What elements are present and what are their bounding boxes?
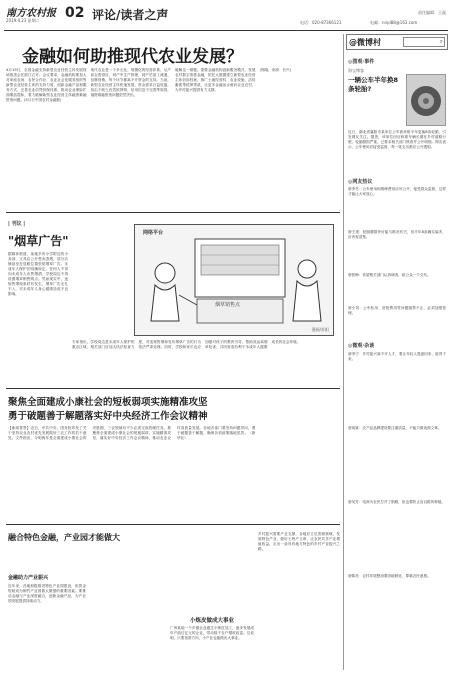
search-icon[interactable]: ⌕ — [439, 38, 443, 45]
second-headline-2: 勇于破题善于解题落实好中央经济工作会议精神 — [8, 411, 208, 422]
section-title: 评论/读者之声 — [92, 8, 169, 22]
masthead-rule — [4, 30, 448, 31]
cartoon-title: "烟草广告" — [8, 234, 69, 248]
editor-info: 责任编辑：王磊 — [418, 10, 446, 15]
cartoon-right-text: 专家指出，学校周边是未成年人保护的重点区域，相关部门应加大执法检查力度，对违规售烟和发布烟草广告的行为依法严肃处理。同时，学校和家长也应加强对孩子的教育引导，帮助其远离烟草危害，共同营造有利于未成年人健康成长的社会环境。 — [72, 340, 301, 349]
contact-phone: 电话：020-87366121 — [300, 20, 342, 25]
bottom-left-body-2 — [90, 546, 166, 668]
bottom-left-subtitle: 金融助力产业振兴 — [8, 575, 49, 581]
sidebar-comment-1: @李冬：公车使用和维修费用应该公开，接受群众监督，这样才能让大家放心。 — [348, 187, 446, 196]
bottom-right-body: 乡村振兴需要产业支撑，各地应立足资源禀赋，发展特色产业，做好土特产文章，让农民共享产业增值收益，走出一条具有地方特色的乡村产业振兴之路。 — [258, 532, 340, 551]
cartoon-kicker: | 刊议 | — [8, 221, 26, 227]
main-article-body — [6, 68, 340, 208]
main-article-rule — [6, 212, 340, 213]
sidebar-topic-label: ◎图观·事件 — [348, 59, 375, 65]
sidebar-divider — [343, 34, 344, 670]
sidebar-hot-2: @周斌：农产品品牌建设要注重质量，不能只做表面文章。 — [348, 426, 442, 430]
sidebar-hot-4: @陈亮：农村环境整治要因地制宜，尊重农民意愿。 — [348, 574, 431, 578]
cartoon-caption: 烟草销售点 — [215, 302, 241, 308]
cartoon-signature: 漫画/苏阳 — [311, 327, 329, 332]
sidebar-comment-4: @小刘：公车私用、虚报费用等问题屡禁不止，必须加强管理。 — [348, 306, 446, 315]
main-byline: (郭晓，来源：长兴) — [259, 68, 292, 72]
sidebar-search-box[interactable] — [403, 37, 445, 47]
cartoon-left-text: 据媒体报道，某地多所小学附近的小卖部、文具店公开售卖香烟，部分店铺甚至在显眼位置张贴烟草广告。未成年人保护法明确规定，任何人不得向未成年人出售烟酒，学校周边不得设置烟草销售网点。然而现实中，违规售烟现象时有发生，烟草广告无孔不入，对未成年人身心健康造成不良影响。 — [8, 252, 68, 296]
second-headline-1: 聚焦全面建成小康社会的短板弱项实施精准攻坚 — [8, 397, 208, 408]
second-article-body: 【新闻背景】近日，中共中央、国务院印发了关于坚持农业农村优先发展做好三农工作的若干意见。文件指出，今明两年是全面建成小康社会的决胜期，三农领域有不少必须完成的硬任务。要聚焦全面建成小康社会的短板弱项，实施精准攻坚，落实好中央经济工作会议精神，推动农业农村高质量发展。各地各部门要坚持问题导向，勇于破题善于解题，确保各项政策落地见效。（新华社） — [8, 426, 256, 440]
issue-date: 2019.4.23 星期二 — [6, 18, 40, 23]
sidebar-comment-label: ◎网友热议 — [348, 179, 373, 185]
sidebar-header — [346, 34, 448, 50]
cartoon-illustration — [134, 224, 334, 336]
sidebar-comment-2: @王建：轮胎磨损快可能与路况有关，但半年8条确实偏多，应该查清楚。 — [348, 230, 446, 239]
sidebar-topic-sub: 海宝博客 — [348, 68, 364, 73]
page-number: 02 — [65, 5, 85, 21]
cartoon-drawing — [135, 225, 333, 335]
sidebar-comment-3: @张梅：希望相关部门认真调查，给公众一个交代。 — [348, 273, 431, 277]
sidebar-hot-3: @吴芳：电商为农民打开了销路，但也要防止盲目跟风种植。 — [348, 500, 446, 504]
bottom-left-title: 融合特色金融，产业园才能做大 — [8, 533, 120, 542]
bottom-mid-body: 广州某地一个乡镇企业通过小炼皮加工，逐步发展成年产值过亿元的企业，带动数千农户增收致富。这说明，只要找准方向，小产业也能做出大事业。 — [170, 626, 254, 640]
sidebar-photo — [406, 74, 446, 126]
contact-email: 电邮：nnpl88@163.com — [370, 20, 418, 25]
sidebar-body: 近日，湖北省襄阳市某单位公车被举报半年更换8条轮胎，引发网友关注。据悉，该单位回应称系车辆长期在乡村道路行驶，轮胎磨损严重，已要求相关部门核查并公开明细。网友表示，公车使用应接受监督，每一笔支出都应公开透明。 — [348, 130, 446, 149]
sidebar-hot-label: ◎微观·杂谈 — [348, 343, 375, 349]
cartoon-mid-text — [72, 228, 130, 318]
main-paragraph-4 — [260, 68, 341, 208]
main-paragraph-2: 现代农业是一个多元化、规模化的经营体系，从产前农资供应，到产中生产管理，到产后加工流通、品牌营销，每个环节都离不开资金的支持。当前，新型农业经营主体快速发展，资金需求日益旺盛，但由于缺乏有效抵押物、信用信息不完善等原因，融资难融资贵问题依然突出。 — [90, 68, 171, 97]
bottom-mid-text — [170, 546, 254, 610]
bottom-mid-title: 小炼皮做成大事业 — [190, 618, 235, 624]
bottom-left-body: 近年来，各地积极推进特色产业园建设，但资金短缺成为制约产业园做大做强的重要因素。要推动金融与产业深度融合，创新金融产品，为产业园发展提供持续动力。 — [8, 584, 86, 603]
main-headline: 金融如何助推现代农业发展？ — [22, 47, 243, 67]
sidebar-hot-1: @李宁：乡村振兴离不开人才，要让年轻人愿意回来、留得下来。 — [348, 352, 446, 361]
sidebar-title: @微博村 — [349, 37, 381, 47]
cartoon-sign: 网络平台 — [143, 230, 164, 236]
main-paragraph-3: 破解这一难题，需要金融机构创新服务模式，发展农村数字普惠金融，依托大数据建立新型农业经营主体信用档案，推广土地经营权、农业设施、活体畜禽等抵押贷款，让更多金融活水流向农业农村，为乡村振兴提供有力支撑。 — [175, 68, 256, 92]
sidebar — [346, 34, 448, 670]
tire-photo-icon — [407, 75, 445, 125]
newspaper-logo: 南方农村报 — [6, 8, 56, 19]
sidebar-headline: 一辆公车半年换8条轮胎? — [348, 76, 399, 93]
cartoon-rule — [6, 388, 340, 389]
second-article-rule — [6, 524, 340, 525]
main-paragraph-1: 4月19日，全国金融支持新型农业经营主体发展现场推进会在浙江召开。会议要求，金融机构要加大对家庭农场、农民合作社、农业社会化服务组织等新型农业经营主体的支持力度，创新金融产品和服务方式，完善农业信贷担保体系，推动农业保险扩面增品提标，着力破解新型农业经营主体融资难融资贵问题。(5月日中国农村金融报) — [6, 68, 87, 102]
